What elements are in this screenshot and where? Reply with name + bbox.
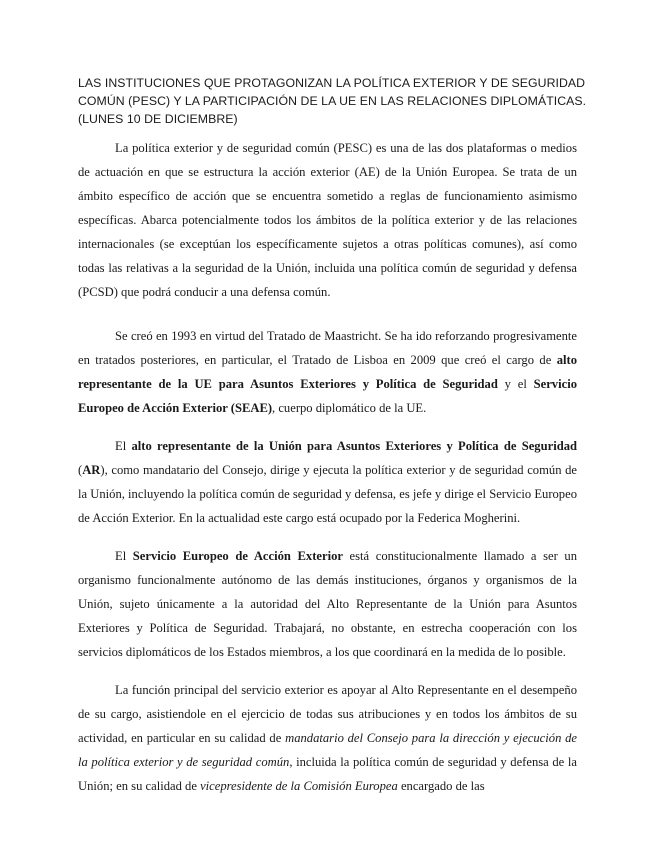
heading-line-1: LAS INSTITUCIONES QUE PROTAGONIZAN LA POLÍTICA EXTERIOR Y DE SEGURIDAD xyxy=(78,76,586,90)
paragraph-text: La función principal del servicio exterior es apoyar al Alto Representante en el desempeño de su cargo, asistiendole en el ejercicio de todas sus atribuciones y en todos los ámbitos de su actividad, en particular en su calidad de xyxy=(78,683,577,745)
paragraph-text: El xyxy=(115,549,133,563)
bold-term: alto representante de la Unión para Asuntos Exteriores y Política de Seguridad xyxy=(131,439,577,453)
paragraph-high-representative xyxy=(78,434,577,530)
paragraph-text: ( xyxy=(78,463,83,477)
paragraph-text: encargado de las xyxy=(397,779,485,793)
paragraph-seae xyxy=(78,544,577,664)
heading-line-3: (LUNES 10 DE DICIEMBRE) xyxy=(78,112,238,126)
paragraph-text: , cuerpo diplomático de la UE. xyxy=(272,401,427,415)
italic-term: mandatario del Consejo para la dirección y ejecución de la política exterior y de seguridad común xyxy=(78,731,578,769)
document-heading xyxy=(78,74,587,128)
paragraph-text: ), como mandatario del Consejo, dirige y ejecuta la política exterior y de seguridad común de la Unión, incluyendo la política común de seguridad y defensa, es jefe y dirige el Servicio Europeo de Acción Exterior. En la actualidad este cargo está ocupado por la Federica Mogherini. xyxy=(78,463,577,525)
bold-term: Servicio Europeo de Acción Exterior xyxy=(132,549,343,563)
paragraph-text: La política exterior y de seguridad común (PESC) es una de las dos plataformas o medios de actuación en que se estructura la acción exterior (AE) de la Unión Europea. Se trata de un ámbito específico de acción que se encuentra sometido a reglas de funcionamiento asimismo específicas. Abarca potencialmente todos los ámbitos de la política exterior y de las relaciones internacionales (se exceptúan los específicamente sujetos a otras políticas comunes), así como todas las relativas a la seguridad de la Unión, incluida una política común de seguridad y defensa (PCSD) que podrá conducir a una defensa común. xyxy=(78,141,577,299)
heading-line-2: COMÚN (PESC) Y LA PARTICIPACIÓN DE LA UE EN LAS RELACIONES DIPLOMÁTICAS. xyxy=(78,94,587,108)
document-body xyxy=(78,136,577,812)
bold-term: AR xyxy=(82,463,101,477)
paragraph-text: El xyxy=(115,439,132,453)
bold-term: Servicio Europeo de Acción Exterior (SEAE) xyxy=(78,377,577,415)
paragraph-text: y el xyxy=(497,377,534,391)
paragraph-creation xyxy=(78,324,577,420)
paragraph-service-function xyxy=(78,678,577,798)
paragraph-pesc-definition xyxy=(78,136,577,304)
paragraph-text: , incluida la política común de seguridad y defensa de la Unión; en su calidad de xyxy=(78,755,577,793)
bold-term: alto representante de la UE para Asuntos Exteriores y Política de Seguridad xyxy=(78,353,577,391)
paragraph-text: está constitucionalmente llamado a ser un organismo funcionalmente autónomo de las demás instituciones, órganos y organismos de la Unión, sujeto únicamente a la autoridad del Alto Representante de la Unión para Asuntos Exteriores y Política de Seguridad. Trabajará, no obstante, en estrecha cooperación con los servicios diplomáticos de los Estados miembros, a los que coordinará en la medida de lo posible. xyxy=(78,549,577,659)
italic-term: vicepresidente de la Comisión Europea xyxy=(200,779,398,793)
paragraph-text: Se creó en 1993 en virtud del Tratado de Maastricht. Se ha ido reforzando progresivamente en tratados posteriores, en particular, el Tratado de Lisboa en 2009 que creó el cargo de xyxy=(78,329,577,367)
